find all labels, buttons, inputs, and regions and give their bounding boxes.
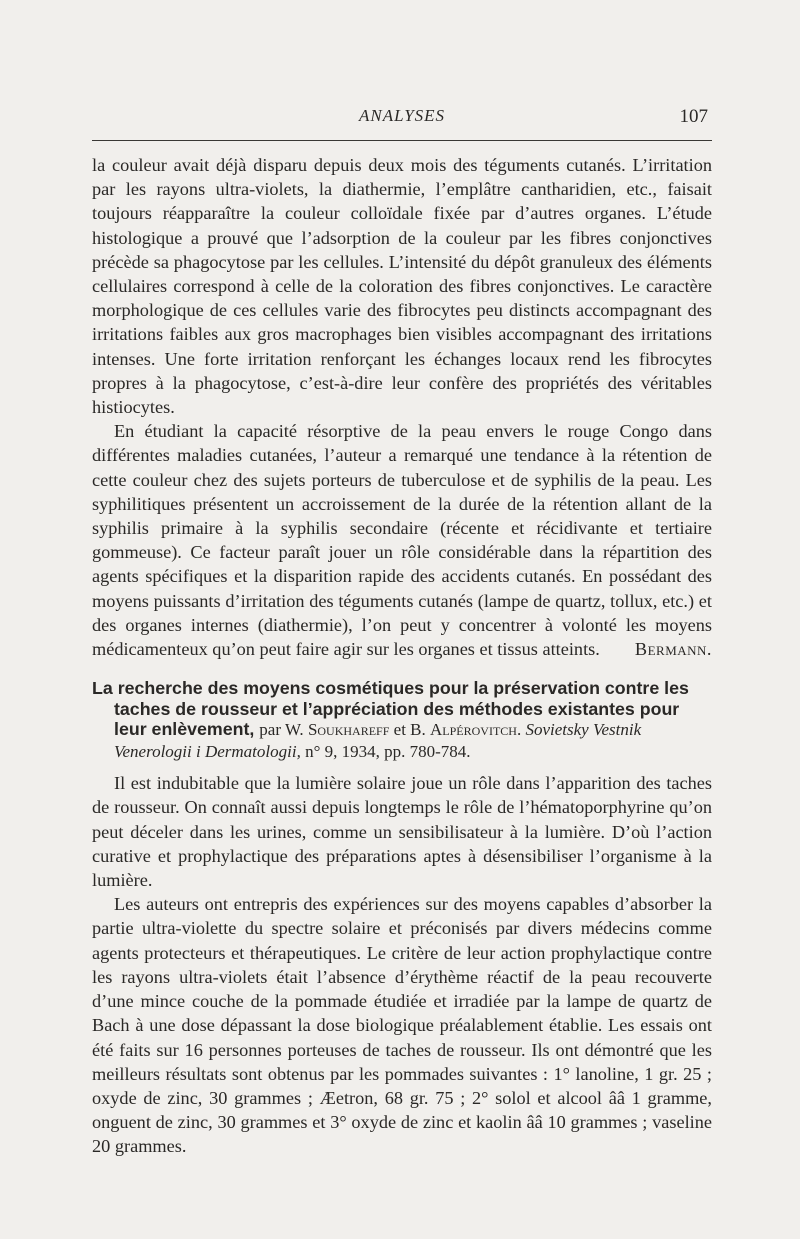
paragraph: la couleur avait déjà disparu depuis deux mois des téguments cutanés. L’irritation par les rayons ultra-violets, la diathermie, l’emplâtre cantharidien, etc., faisait toujours réapparaître la couleur colloïdale fixée par d’autres organes. L’étude histologique a prouvé que l’adsorption de la couleur par les fibres conjonctives précède sa phagocytose par les cellules. L’intensité du dépôt granuleux des éléments cellulaires correspond à celle de la coloration des fibres conjonctives. Le caractère morphologique de ces cellules varie des fibrocytes peu distincts accompagnant des irritations faibles aux gros macrophages bien visibles accompagnant des irritations intenses. Une forte irritation renforçant les échanges locaux rend les fibrocytes propres à la phagocytose, c’est-à-dire leur confère des propriétés des véritables histiocytes. xyxy=(92,155,712,418)
paragraph-text: En étudiant la capacité résorptive de la peau envers le rouge Congo dans différentes maladies cutanées, l’auteur a remarqué une tendance à la rétention de cette couleur chez des sujets porteurs de tuberculose et de syphilis de la peau. Les syphilitiques présentent un accroissement de la durée de la rétention allant de la syphilis primaire à la syphilis secondaire (récente et récidivante et tertiaire gommeuse). Ce facteur paraît jouer un rôle considérable dans la répartition des agents spécifiques et la disparition rapide des accidents cutanés. En possédant des moyens puissants d’irritation des téguments cutanés (lampe de quartz, tollux, etc.) et des organes internes (diathermie), l’on peut y concentrer à volonté les moyens médicamenteux qu’on peut faire agir sur les organes et tissus atteints. xyxy=(92,421,712,660)
byline-conjunction: et B. xyxy=(393,720,426,740)
author-name: Alpérovitch. xyxy=(430,720,522,740)
page-header xyxy=(92,106,712,136)
article-title: La recherche des moyens cosmétiques pour la préservation contre les taches de rousseur et l’appréciation des méthodes existantes pour leur enlèvement, xyxy=(92,678,689,740)
paragraph xyxy=(92,419,712,661)
paragraph: Les auteurs ont entrepris des expériences sur des moyens capables d’absorber la partie ultra-violette du spectre solaire et préconisés par divers médecins comme agents protecteurs et thérapeutiques. Le critère de leur action prophylactique contre les rayons ultra-violets était l’absence d’érythème réactif de la peau recouverte d’une mince couche de la pommade étudiée et irradiée par la lampe de quartz de Bach à une dose dépassant la dose biologique préalablement établie. Les essais ont été faits sur 16 personnes porteuses de taches de rousseur. Ils ont démontré que les meilleurs résultats sont obtenus par les pommades suivantes : 1° lanoline, 1 gr. 25 ; oxyde de zinc, 30 grammes ; Æetron, 68 gr. 75 ; 2° solol et alcool ââ 1 gramme, onguent de zinc, 30 grammes et 3° oxyde de zinc et kaolin ââ 10 grammes ; vaseline 20 grammes. xyxy=(92,894,712,1157)
paragraph: Il est indubitable que la lumière solaire joue un rôle dans l’apparition des taches de rousseur. On connaît aussi depuis longtemps le rôle de l’hématoporphyrine qu’on peut déceler dans les urines, comme un sensibilisateur à la lumière. D’où l’action curative et prophylactique des préparations aptes à désensibiliser l’organisme à la lumière. xyxy=(92,773,712,891)
byline-prefix: par W. xyxy=(259,720,304,740)
author-signature: Bermann. xyxy=(634,639,712,660)
page-body xyxy=(92,153,712,1159)
running-head: ANALYSES xyxy=(358,106,446,125)
article-heading xyxy=(92,678,712,762)
page-number: 107 xyxy=(679,106,708,127)
header-rule xyxy=(92,140,712,141)
author-name: Soukhareff xyxy=(307,720,390,740)
journal-name: Sovietsky Vestnik Venerologii i Dermatologii, xyxy=(114,720,642,761)
issue-info: n° 9, 1934, pp. 780-784. xyxy=(305,741,471,761)
